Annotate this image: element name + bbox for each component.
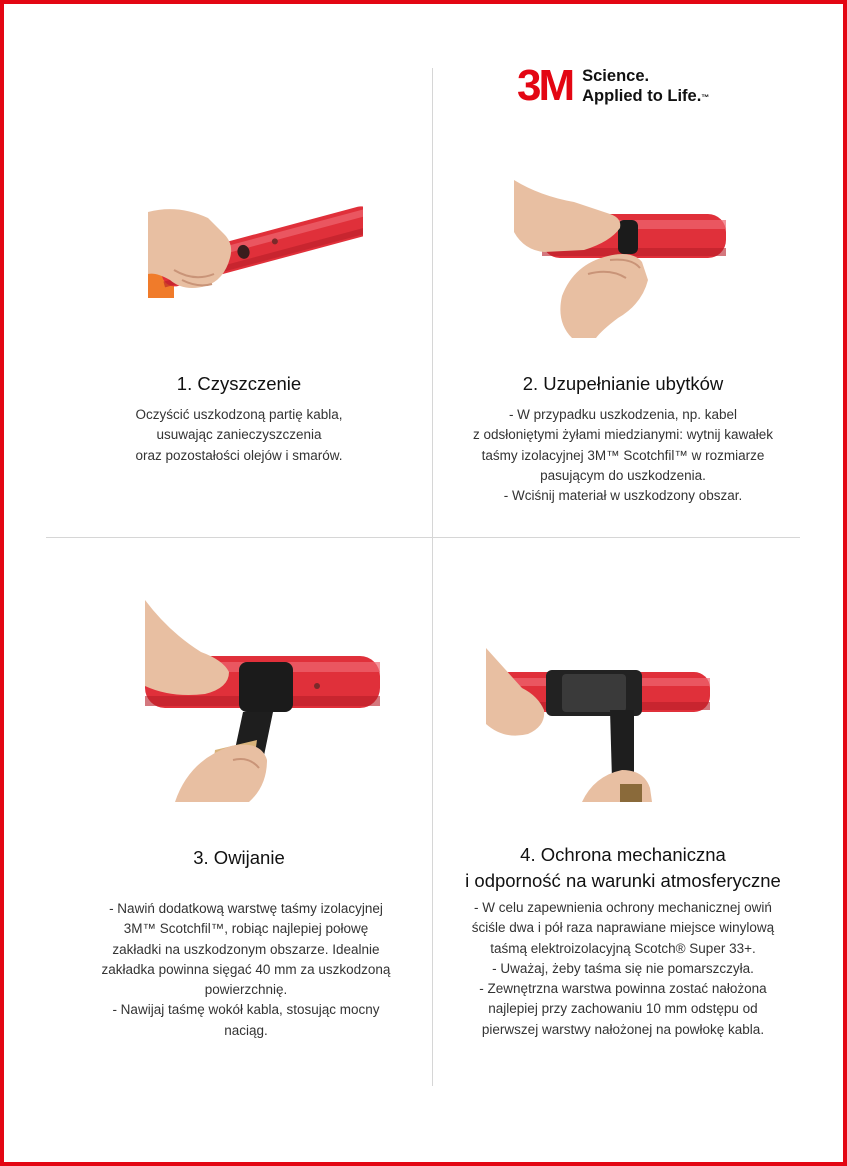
step-1-line: Oczyścić uszkodzoną partię kabla, <box>135 407 343 422</box>
step-1-title: 1. Czyszczenie <box>176 373 302 394</box>
horizontal-divider <box>46 537 800 538</box>
photo-wrapping <box>145 600 380 802</box>
step-4-line: - Uważaj, żeby taśma się nie pomarszczyła. <box>492 960 754 976</box>
brand-tagline <box>582 66 709 106</box>
step-4-title-line-2: i odporność na warunki atmosferyczne <box>465 870 781 891</box>
tagline-line-1: Science. <box>582 67 650 85</box>
step-2-title: 2. Uzupełnianie ubytków <box>522 373 724 394</box>
step-4-line: ściśle dwa i pół raza naprawiane miejsce winylową <box>471 920 775 936</box>
step-2-line: pasującym do uszkodzenia. <box>540 467 706 483</box>
step-4-description <box>433 898 813 1040</box>
step-1-description <box>46 405 432 466</box>
step-4-line: - Zewnętrzna warstwa powinna zostać nałożona <box>479 981 767 997</box>
step-3-line: zakładka powinna sięgać 40 mm za uszkodzoną <box>101 961 391 977</box>
step-4-line: taśmą elektroizolacyjną Scotch® Super 33+. <box>490 940 756 956</box>
step-2-line: z odsłoniętymi żyłami miedzianymi: wytnij kawałek <box>472 427 774 443</box>
3m-logo-mark: 3M <box>517 61 573 110</box>
step-3-line: - Nawiń dodatkową warstwę taśmy izolacyjnej <box>109 901 383 916</box>
step-3-line: 3M™ Scotchfil™, robiąc najlepiej połowę <box>123 921 369 937</box>
tagline-line-2: Applied to Life.™ <box>582 87 710 105</box>
step-3-line: zakładki na uszkodzonym obszarze. Idealnie <box>112 941 380 957</box>
step-2-line: - Wciśnij materiał w uszkodzony obszar. <box>503 488 743 504</box>
photo-filling <box>514 180 726 338</box>
step-4-title-line-1: 4. Ochrona mechaniczna <box>520 844 726 865</box>
step-2-line: taśmy izolacyjnej 3M™ Scotchfil™ w rozmiarze <box>481 447 765 463</box>
trademark-symbol: ™ <box>701 93 710 102</box>
step-3-title: 3. Owijanie <box>193 847 285 868</box>
step-1-line: oraz pozostałości olejów i smarów. <box>135 447 343 463</box>
step-4-line: - W celu zapewnienia ochrony mechanicznej owiń <box>474 900 772 915</box>
step-3-description <box>46 899 446 1041</box>
step-1-line: usuwając zanieczyszczenia <box>156 427 322 443</box>
step-2-line: - W przypadku uszkodzenia, np. kabel <box>508 407 738 422</box>
photo-cleaning <box>148 186 363 298</box>
step-3-line: naciąg. <box>224 1022 268 1038</box>
step-4-line: najlepiej przy zachowaniu 10 mm odstępu od <box>488 1001 758 1017</box>
step-2-description <box>433 405 813 506</box>
photo-protection <box>486 648 710 802</box>
step-3-line: - Nawijaj taśmę wokół kabla, stosując mocny <box>112 1002 380 1018</box>
step-4-title <box>433 842 813 894</box>
step-4-line: pierwszej warstwy nałożonej na powłokę kabla. <box>481 1021 765 1037</box>
step-3-line: powierzchnię. <box>204 982 288 998</box>
brand-logo <box>517 61 710 110</box>
